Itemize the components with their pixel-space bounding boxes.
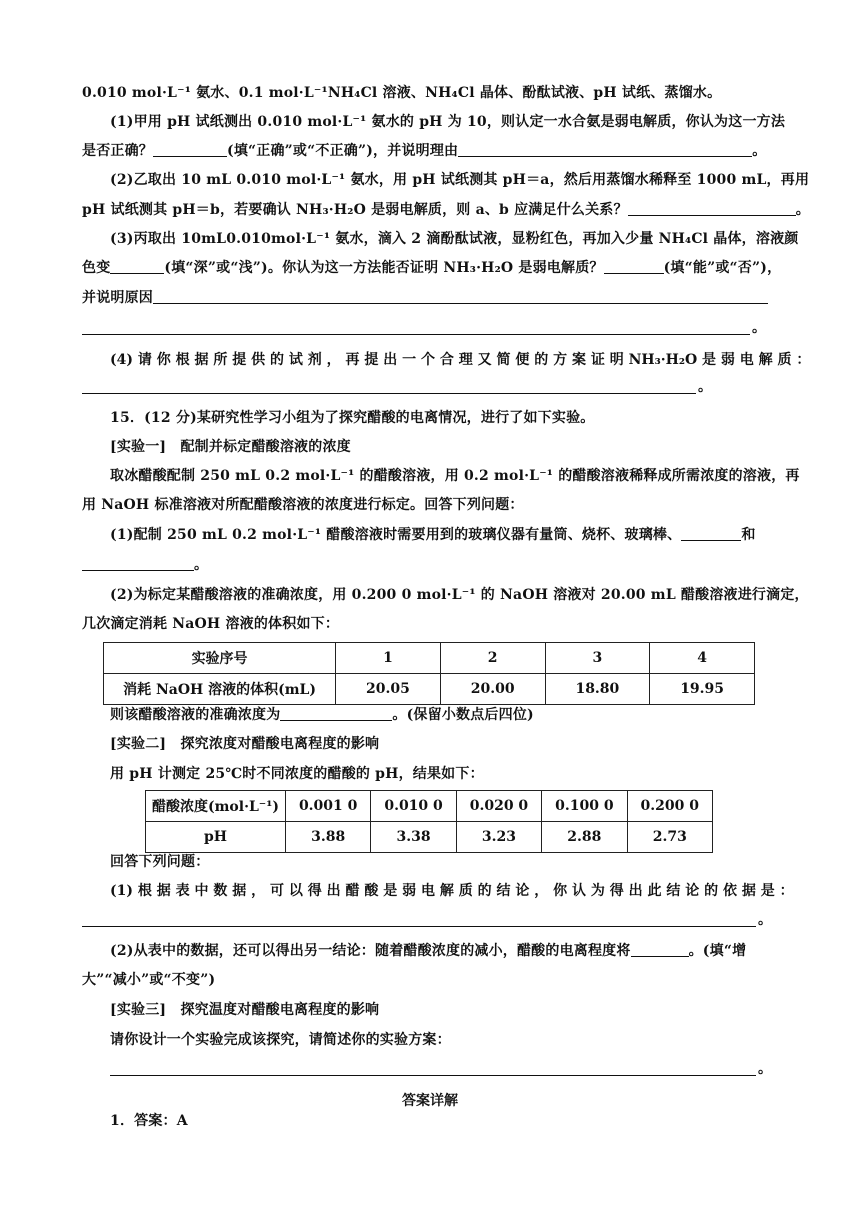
question-1-answer-line: 是否正确？ (填“正确”或“不正确”)，并说明理由 。	[82, 143, 767, 159]
answer-blank[interactable]	[153, 289, 768, 304]
titration-volume-table	[103, 642, 755, 705]
table-cell: 3.38	[371, 822, 456, 853]
table-row	[146, 822, 713, 853]
question-2-text: (2)乙取出 10 mL 0.010 mol·L⁻¹ 氨水，用 pH 试纸测其 pH＝a，然后用蒸馏水稀释至 1000 mL，再用	[110, 172, 810, 188]
experiment-2-text: 用 pH 计测定 25℃时不同浓度的醋酸的 pH，结果如下：	[110, 766, 484, 782]
answer-blank[interactable]	[110, 259, 164, 274]
answer-rule[interactable]	[82, 334, 750, 335]
table-header-cell: 0.001 0	[285, 791, 370, 822]
answer-blank[interactable]	[628, 201, 796, 216]
answer-blank[interactable]	[458, 142, 752, 157]
table-cell: 3.88	[285, 822, 370, 853]
question-3-text: (3)丙取出 10mL0.010mol·L⁻¹ 氨水，滴入 2 滴酚酞试液，显粉红色，再加入少量 NH₄Cl 晶体，溶液颜	[110, 231, 799, 247]
question-2-line	[110, 170, 810, 190]
question-4-text: (4) 请 你 根 据 所 提 供 的 试 剂 ， 再 提 出 一 个 合 理 又 简 便 的 方 案 证 明 NH₃·H₂O 是 弱 电 解 质 ：	[110, 352, 811, 368]
table-cell: 18.80	[545, 674, 650, 705]
table-header-cell: 3	[545, 643, 650, 674]
table-header-cell: 1	[336, 643, 441, 674]
table-cell: 20.00	[440, 674, 545, 705]
experiment-1-heading: [实验一] 配制并标定醋酸溶液的浓度	[110, 439, 351, 455]
table-header-cell: 醋酸浓度(mol·L⁻¹)	[146, 791, 286, 822]
question-4-line	[110, 350, 811, 370]
table-cell: 3.23	[456, 822, 541, 853]
experiment-1-q2-line: (2)为标定某醋酸溶液的准确浓度，用 0.200 0 mol·L⁻¹ 的 NaOH 溶液对 20.00 mL 醋酸溶液进行滴定，	[110, 587, 809, 603]
table-row	[104, 674, 755, 705]
table-cell: 2.73	[627, 822, 712, 853]
answer-1: 1．答案：A	[110, 1113, 188, 1129]
question-1-prompt: 是否正确？	[82, 143, 153, 159]
experiment-2-q1-line: (1) 根 据 表 中 数 据 ， 可 以 得 出 醋 酸 是 弱 电 解 质 的 结 论 ， 你 认 为 得 出 此 结 论 的 依 据 是 ：	[110, 883, 794, 899]
experiment-1-q2-line: 几次滴定消耗 NaOH 溶液的体积如下：	[82, 616, 340, 632]
question-3-answer-line: 色变 (填“深”或“浅”)。你认为这一方法能否证明 NH₃·H₂O 是弱电解质？ (填“能”或“否”)，	[82, 260, 782, 276]
answer-rule[interactable]	[110, 1075, 756, 1076]
experiment-2-q2-line: 大”“减小”或“不变”)	[82, 972, 216, 988]
table-header-cell: 实验序号	[104, 643, 336, 674]
question-3-reason-line: 并说明原因	[82, 288, 782, 308]
experiment-1-q1-line: (1)配制 250 mL 0.2 mol·L⁻¹ 醋酸溶液时需要用到的玻璃仪器有量筒、烧杯、玻璃棒、 和	[110, 527, 756, 543]
question-1-line	[110, 112, 786, 132]
table-row	[104, 643, 755, 674]
table-header-cell: 2	[440, 643, 545, 674]
question-2-answer-line: pH 试纸测其 pH＝b，若要确认 NH₃·H₂O 是弱电解质，则 a、b 应满足什么关系？ 。	[82, 202, 810, 218]
document-page: 0.010 mol·L⁻¹ 氨水、0.1 mol·L⁻¹NH₄Cl 溶液、NH₄Cl 晶体、酚酞试液、pH 试纸、蒸馏水。 (1)甲用 pH 试纸测出 0.010 mol·L⁻¹ 氨水的 pH 为 10，则认定一水合氨是弱电解质，你认为这一方法 是否正确？ (填“正确”或“不正确”)，并说明理由 。 (2)乙取出 10 mL 0.010 mol·L⁻¹ 氨水，用 pH 试纸测其 pH＝a，然后用蒸馏水稀释至 1000 mL，再用 pH 试纸测其 pH＝b，若要确认 NH₃·H₂O 是弱电解质，则 a、b 应满足什么关系？ 。 (3)丙取出 10mL0.010mol·L⁻¹ 氨水，滴入 2 滴酚酞试液，显粉红色，再加入少量 NH₄Cl 晶体，溶液颜 色变 (填“深”或“浅”)。你认为这一方法能否证明 NH₃·H₂O 是弱电解质？ (填“能”或“否”)， 并说明原因 。 (4) 请 你 根 据 所 提 供 的 试 剂 ， 再 提 出 一 个 合 理 又 简 便 的 方 案 证 明 NH₃·H₂O 是 弱 电 解 质 ： 。 15．(12 分)某研究性学习小组为了探究醋酸的电离情况，进行了如下实验。 [实验一] 配制并标定醋酸溶液的浓度 取冰醋酸配制 250 mL 0.2 mol·L⁻¹ 的醋酸溶液，用 0.2 mol·L⁻¹ 的醋酸溶液稀释成所需浓度的溶液，再 用 NaOH 标准溶液对所配醋酸溶液的浓度进行标定。回答下列问题： (1)配制 250 mL 0.2 mol·L⁻¹ 醋酸溶液时需要用到的玻璃仪器有量筒、烧杯、玻璃棒、 和 。 (2)为标定某醋酸溶液的准确浓度，用 0.200 0 mol·L⁻¹ 的 NaOH 溶液对 20.00 mL 醋酸溶液进行滴定， 几次滴定消耗 NaOH 溶液的体积如下： 实验序号 1 2 3 4 消耗 NaOH 溶液的体积(mL) 20.05 20.00 18.80 19.95 则该醋酸溶液的准确浓度为 。(保留小数点后四位) [实验二] 探究浓度对醋酸电离程度的影响 用 pH 计测定 25℃时不同浓度的醋酸的 pH，结果如下： 醋酸浓度(mol·L⁻¹) 0.001 0 0.010 0 0.020 0 0.100 0 0.200 0 pH 3.88 3.38 3.23 2.88 2.73 回答下列问题： (1) 根 据 表 中 数 据 ， 可 以 得 出 醋 酸 是 弱 电 解 质 的 结 论 ， 你 认 为 得 出 此 结 论 的 依 据 是 ： 。 (2)从表中的数据，还可以得出另一结论：随着醋酸浓度的减小，醋酸的电离程度将 。(填“增 大”“减小”或“不变”) [实验三] 探究温度对醋酸电离程度的影响 请你设计一个实验完成该探究，请简述你的实验方案： 。 答案详解 1．答案：A	[0, 0, 860, 1216]
answer-blank[interactable]	[280, 706, 392, 721]
reagent-list-line	[82, 83, 782, 103]
answer-blank[interactable]	[153, 142, 227, 157]
question-1-hint: (填“正确”或“不正确”)，并说明理由	[227, 143, 459, 159]
answer-blank[interactable]	[631, 942, 689, 957]
answer-blank[interactable]	[82, 556, 194, 571]
table-cell: 19.95	[650, 674, 755, 705]
answer-blank[interactable]	[681, 526, 741, 541]
experiment-2-prompt: 回答下列问题：	[110, 854, 210, 870]
experiment-2-q2-line: (2)从表中的数据，还可以得出另一结论：随着醋酸浓度的减小，醋酸的电离程度将 。(填“增	[110, 943, 747, 959]
experiment-2-heading: [实验二] 探究浓度对醋酸电离程度的影响	[110, 736, 380, 752]
experiment-3-heading: [实验三] 探究温度对醋酸电离程度的影响	[110, 1002, 380, 1018]
answer-blank[interactable]	[604, 259, 664, 274]
table-header-cell: 4	[650, 643, 755, 674]
table-header-cell: 0.100 0	[542, 791, 627, 822]
table-cell: 2.88	[542, 822, 627, 853]
table-cell: 20.05	[336, 674, 441, 705]
question-1-text: (1)甲用 pH 试纸测出 0.010 mol·L⁻¹ 氨水的 pH 为 10，则认定一水合氨是弱电解质，你认为这一方法	[110, 114, 786, 130]
table-header-cell: 0.010 0	[371, 791, 456, 822]
table-header-cell: 0.200 0	[627, 791, 712, 822]
table-row	[146, 791, 713, 822]
table-header-cell: 0.020 0	[456, 791, 541, 822]
table-cell: pH	[146, 822, 286, 853]
answer-rule[interactable]	[82, 393, 696, 394]
answer-section-title: 答案详解	[402, 1093, 458, 1109]
experiment-3-text: 请你设计一个实验完成该探究，请简述你的实验方案：	[110, 1032, 451, 1048]
answer-rule[interactable]	[82, 926, 756, 927]
table-cell: 消耗 NaOH 溶液的体积(mL)	[104, 674, 336, 705]
experiment-1-text: 取冰醋酸配制 250 mL 0.2 mol·L⁻¹ 的醋酸溶液，用 0.2 mol·L⁻¹ 的醋酸溶液稀释成所需浓度的溶液，再	[110, 468, 800, 484]
acetic-acid-ph-table	[145, 790, 713, 853]
experiment-1-text: 用 NaOH 标准溶液对所配醋酸溶液的浓度进行标定。回答下列问题：	[82, 497, 524, 513]
question-2-prompt: pH 试纸测其 pH＝b，若要确认 NH₃·H₂O 是弱电解质，则 a、b 应满足什么关系？	[82, 202, 628, 218]
problem-15-title: 15．(12 分)某研究性学习小组为了探究醋酸的电离情况，进行了如下实验。	[110, 410, 595, 426]
reagent-list-text: 0.010 mol·L⁻¹ 氨水、0.1 mol·L⁻¹NH₄Cl 溶液、NH₄Cl 晶体、酚酞试液、pH 试纸、蒸馏水。	[82, 85, 722, 101]
experiment-1-q1-answer-line: 。	[82, 555, 782, 575]
experiment-1-q2-answer-line: 则该醋酸溶液的准确浓度为 。(保留小数点后四位)	[110, 707, 534, 723]
question-3-line	[110, 229, 799, 249]
